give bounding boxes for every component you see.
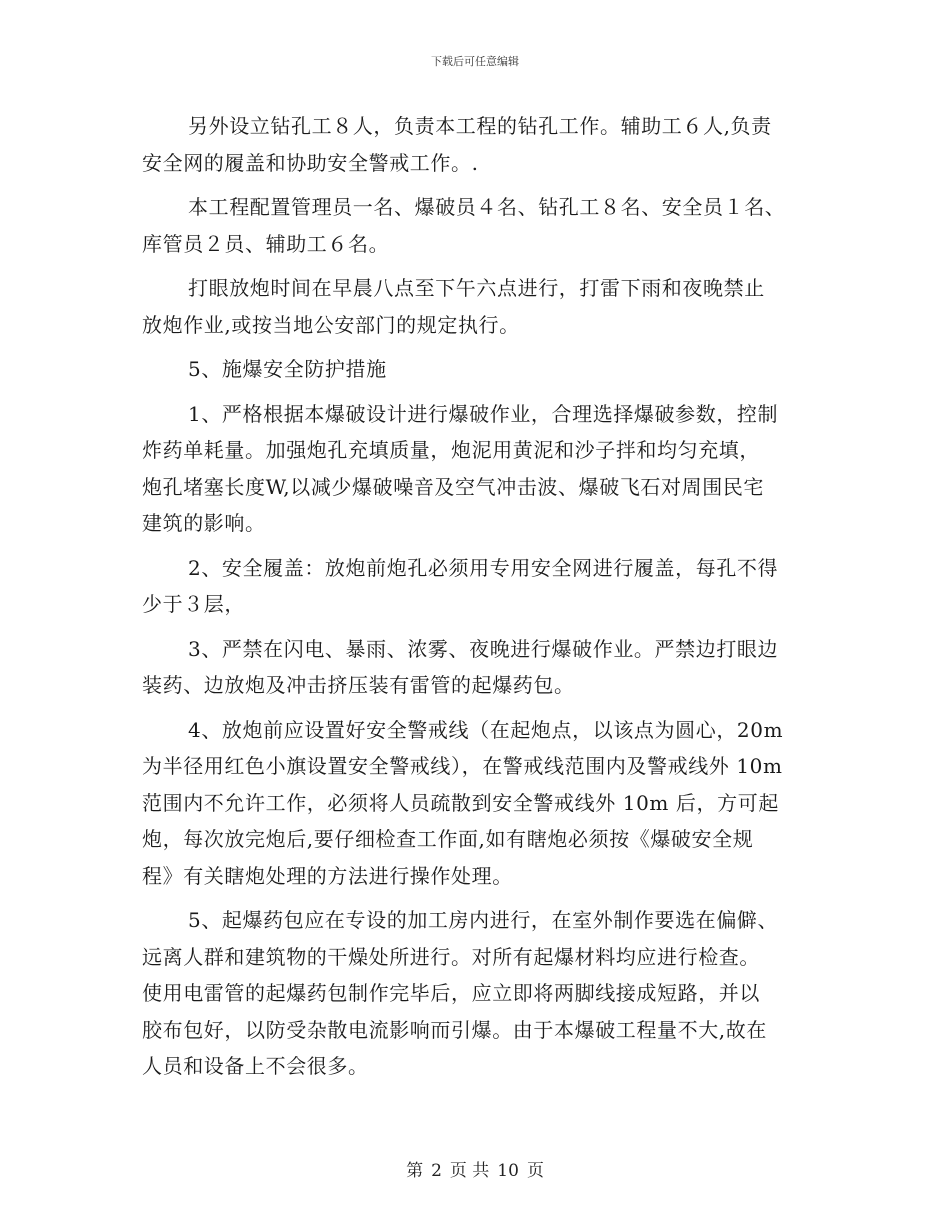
paragraph-line: 人员和设备上不会很多。 [142,1054,369,1078]
paragraph-line: 炮孔堵塞长度W,以减少爆破噪音及空气冲击波、爆破飞石对周围民宅 [142,474,765,499]
paragraph [142,550,806,623]
paragraph-line: 3、严禁在闪电、暴雨、浓雾、夜晚进行爆破作业。严禁边打眼边 [188,636,779,661]
paragraph [142,902,806,1085]
paragraph-line: 另外设立钻孔工８人，负责本工程的钻孔工作。辅助工６人,负责 [188,114,772,138]
paragraph-line: 炮，每次放完炮后,要仔细检查工作面,如有瞎炮必须按《爆破安全规 [142,827,754,851]
paragraph [142,108,806,181]
footer-prefix: 第 [406,1161,424,1181]
paragraph-line: 1、严格根据本爆破设计进行爆破作业，合理选择爆破参数，控制 [188,401,779,426]
paragraph-line: 范围内不允许工作，必须将人员疏散到安全警戒线外 10m 后，方可起 [142,790,779,815]
paragraph-line: 使用电雷管的起爆药包制作完毕后，应立即将两脚线接成短路，并以 [142,981,760,1005]
page-footer [0,1156,950,1181]
paragraph-line: 远离人群和建筑物的干燥处所进行。对所有起爆材料均应进行检查。 [142,944,760,969]
paragraph [142,351,806,388]
footer-suffix: 页 [526,1161,544,1181]
footer-total-pages: 10 [497,1161,519,1181]
paragraph [142,712,806,895]
paragraph [142,631,806,704]
paragraph-line: 库管员２员、辅助工６名。 [142,231,390,256]
paragraph-line: 本工程配置管理员一名、爆破员４名、钻孔工８名、安全员１名、 [188,195,786,219]
footer-page-number: 2 [431,1161,442,1181]
paragraph [142,396,806,542]
paragraph-line: 放炮作业,或按当地公安部门的规定执行。 [142,312,520,337]
paragraph-line: 程》有关瞎炮处理的方法进行操作处理。 [142,863,513,888]
paragraph-line: 5、起爆药包应在专设的加工房内进行，在室外制作要选在偏僻、 [188,908,779,932]
paragraph-line: 2、安全履盖：放炮前炮孔必须用专用安全网进行履盖，每孔不得 [188,555,779,580]
paragraph-line: 建筑的影响。 [142,511,266,535]
paragraph-line: 胶布包好，以防受杂散电流影响而引爆。由于本爆破工程量不大,故在 [142,1017,767,1042]
paragraph-line: 炸药单耗量。加强炮孔充填质量，炮泥用黄泥和沙子拌和均匀充填， [142,438,760,462]
paragraph-line: 5、施爆安全防护措施 [188,357,387,381]
paragraph-line: 4、放炮前应设置好安全警戒线（在起炮点，以该点为圆心，20m [188,717,784,742]
paragraph [142,189,806,262]
paragraph-line: 少于３层， [142,592,245,616]
paragraph-line: 打眼放炮时间在早晨八点至下午六点进行，打雷下雨和夜晚禁止 [188,276,765,300]
document-body [142,108,806,1093]
footer-middle: 页 共 [449,1161,490,1181]
paragraph-line: 为半径用红色小旗设置安全警戒线），在警戒线范围内及警戒线外 10m [142,754,783,778]
paragraph-line: 装药、边放炮及冲击挤压装有雷管的起爆药包。 [142,673,575,697]
paragraph [142,270,806,343]
page-header: 下载后可任意编辑 [431,55,519,68]
paragraph-line: 安全网的履盖和协助安全警戒工作。. [142,150,479,175]
